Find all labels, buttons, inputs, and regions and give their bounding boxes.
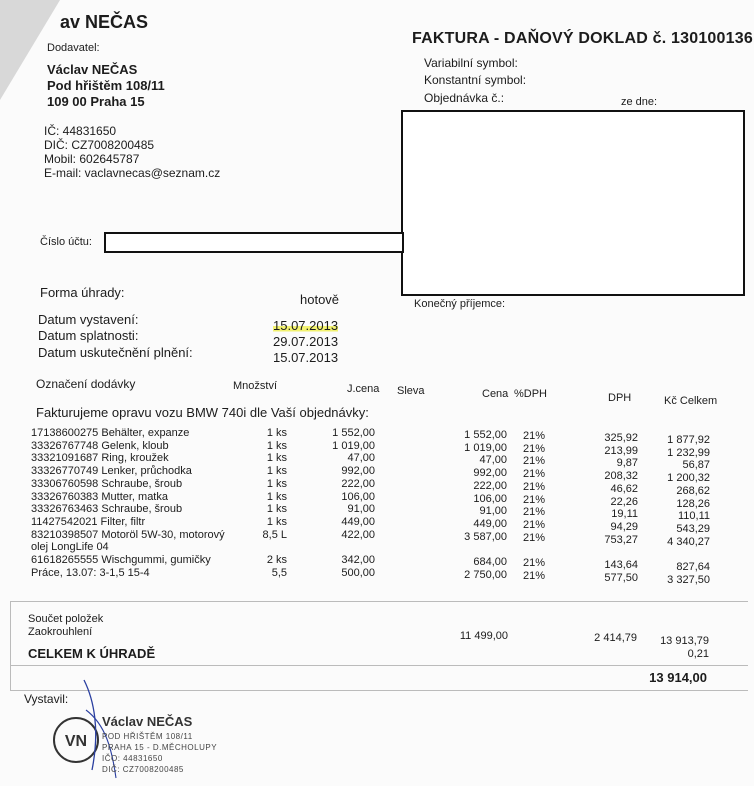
item-qty: 1 ks: [266, 477, 287, 490]
summary-left-line: [10, 601, 11, 691]
item-total: 56,87: [682, 459, 710, 472]
item-total: 110,11: [677, 510, 710, 523]
item-vat: 208,32: [604, 470, 638, 483]
item-price: 992,00: [473, 467, 507, 480]
supplier-name: Václav NEČAS: [47, 62, 138, 77]
stamp-name: Václav NEČAS: [102, 714, 193, 729]
item-unit: 1 552,00: [332, 427, 375, 439]
item-rate: 21%: [522, 480, 545, 493]
supplier-city: 109 00 Praha 15: [47, 94, 145, 109]
item-total: 1 877,92: [667, 434, 710, 446]
item-name: 33326770749 Lenker, průchodka: [31, 465, 192, 478]
summary-top-line: [10, 601, 748, 602]
item-total: 128,26: [676, 497, 710, 510]
order-label: Objednávka č.:: [424, 91, 505, 105]
summary-mid-line: [10, 665, 748, 666]
item-total: 3 327,50: [667, 573, 710, 586]
item-total: 268,62: [676, 484, 710, 497]
col-vat-rate: %DPH: [514, 388, 548, 400]
item-rate: 21%: [522, 518, 545, 531]
stamp-initials: VN: [64, 733, 88, 750]
due-date: 29.07.2013: [273, 334, 339, 349]
item-price: 3 587,00: [464, 530, 507, 543]
item-price: 2 750,00: [464, 568, 507, 581]
item-vat: 213,99: [604, 444, 638, 457]
item-price: 106,00: [473, 492, 507, 505]
item-unit: 500,00: [341, 566, 375, 579]
item-vat: 753,27: [604, 533, 638, 546]
item-qty: 1 ks: [266, 427, 287, 439]
issued-date: 15.07.2013: [273, 318, 339, 333]
taxable-date: 15.07.2013: [273, 350, 339, 365]
item-unit: 91,00: [347, 503, 375, 516]
item-total: 1 232,99: [667, 446, 710, 459]
item-price: 449,00: [473, 517, 507, 530]
item-unit: 47,00: [347, 452, 375, 465]
col-qty: Množství: [233, 380, 278, 392]
item-vat: 22,26: [610, 495, 638, 508]
rounding-label: Zaokrouhlení: [28, 626, 93, 638]
supplier-label: Dodavatel:: [47, 42, 100, 54]
due-label: Datum splatnosti:: [38, 328, 139, 343]
company-stamp: [46, 670, 226, 780]
item-qty: 1 ks: [266, 503, 287, 516]
item-unit: 449,00: [341, 515, 375, 528]
item-name: olej LongLife 04: [31, 541, 109, 554]
taxable-label: Datum uskutečnění plnění:: [38, 345, 193, 360]
item-rate: 21%: [522, 430, 545, 442]
item-unit: 422,00: [341, 528, 375, 541]
item-total: 1 200,32: [667, 472, 710, 485]
grand-total: 13 914,00: [649, 670, 707, 685]
account-label: Číslo účtu:: [40, 236, 92, 248]
order-date-label: ze dne:: [621, 96, 658, 108]
item-name: 33326767748 Gelenk, kloub: [31, 439, 169, 452]
item-qty: 1 ks: [266, 515, 287, 528]
item-rate: 21%: [522, 557, 545, 569]
item-qty: 1 ks: [266, 439, 287, 452]
item-qty: 1 ks: [266, 465, 287, 478]
item-unit: 342,00: [341, 554, 375, 566]
item-total: 827,64: [676, 561, 710, 573]
supplier-mobile: Mobil: 602645787: [44, 152, 140, 166]
item-qty: 5,5: [271, 566, 287, 579]
intro-text: Fakturujeme opravu vozu BMW 740i dle Vaší objednávky:: [36, 405, 369, 420]
item-vat: 9,87: [616, 457, 638, 470]
item-name: 61618265555 Wischgummi, gumičky: [31, 554, 211, 566]
item-price: 47,00: [479, 454, 507, 467]
customer-redacted-box: [401, 110, 745, 296]
item-total: 543,29: [676, 522, 710, 535]
item-name: Práce, 13.07: 3-1,5 15-4: [31, 566, 150, 579]
item-rate: 21%: [522, 442, 545, 455]
account-redacted-box: [104, 232, 404, 253]
stamp-line3: IČO: 44831650: [102, 754, 163, 763]
item-vat: 46,62: [610, 482, 638, 495]
col-total: Kč Celkem: [664, 395, 718, 407]
item-name: 33306760598 Schraube, šroub: [31, 477, 183, 490]
item-rate: 21%: [522, 455, 545, 468]
item-price: 1 019,00: [464, 441, 507, 454]
item-unit: 106,00: [341, 490, 375, 503]
total-label: CELKEM K ÚHRADĚ: [28, 646, 156, 661]
item-vat: 94,29: [610, 520, 638, 533]
item-unit: 1 019,00: [332, 439, 375, 452]
item-name: 33321091687 Ring, kroužek: [31, 452, 169, 465]
sum-total: 13 913,79: [660, 635, 709, 647]
item-price: 684,00: [473, 556, 507, 568]
supplier-header: av NEČAS: [60, 12, 149, 32]
stamp-line4: DIČ: CZ7008200485: [102, 765, 184, 774]
item-price: 222,00: [473, 479, 507, 492]
item-rate: 21%: [522, 569, 545, 582]
item-rate: 21%: [522, 506, 545, 519]
item-qty: 1 ks: [266, 452, 287, 465]
final-recipient-label: Konečný příjemce:: [414, 298, 506, 310]
col-discount: Sleva: [397, 385, 425, 397]
stamp-line1: POD HŘIŠTĚM 108/11: [102, 732, 193, 741]
stamp-line2: PRAHA 15 - D.MĚCHOLUPY: [102, 743, 218, 752]
item-vat: 143,64: [604, 559, 638, 571]
sum-vat: 2 414,79: [594, 632, 637, 644]
issued-by-label: Vystavil:: [24, 692, 69, 706]
item-vat: 19,11: [611, 508, 638, 521]
item-unit: 222,00: [341, 477, 375, 490]
item-price: 91,00: [479, 505, 507, 518]
supplier-email: E-mail: vaclavnecas@seznam.cz: [44, 166, 221, 180]
sum-price: 11 499,00: [459, 630, 508, 642]
payment-value: hotově: [300, 292, 340, 307]
item-qty: 1 ks: [266, 490, 287, 503]
invoice-title: FAKTURA - DAŇOVÝ DOKLAD č. 130100136: [412, 30, 753, 47]
item-unit: 992,00: [341, 465, 375, 478]
payment-label: Forma úhrady:: [40, 285, 125, 300]
item-rate: 21%: [522, 468, 545, 481]
item-total: 4 340,27: [667, 535, 710, 548]
col-unit-price: J.cena: [347, 383, 380, 395]
col-price: Cena: [482, 388, 509, 400]
col-item: Označení dodávky: [36, 377, 136, 391]
item-name: 11427542021 Filter, filtr: [31, 515, 146, 528]
sum-label: Součet položek: [28, 613, 104, 625]
item-qty: 8,5 L: [262, 528, 287, 541]
supplier-street: Pod hřištěm 108/11: [47, 78, 165, 93]
item-vat: 325,92: [604, 432, 638, 444]
variable-symbol-label: Variabilní symbol:: [424, 56, 518, 70]
item-name: 33326763463 Schraube, šroub: [31, 503, 183, 516]
supplier-dic: DIČ: CZ7008200485: [44, 138, 155, 152]
item-rate: 21%: [522, 493, 545, 506]
col-vat: DPH: [608, 392, 632, 404]
issued-label: Datum vystavení:: [38, 312, 139, 327]
constant-symbol-label: Konstantní symbol:: [424, 73, 527, 87]
supplier-ico: IČ: 44831650: [44, 124, 117, 138]
rounding-value: 0,21: [687, 648, 709, 660]
item-name: 17138600275 Behälter, expanze: [31, 427, 190, 439]
item-vat: 577,50: [604, 571, 638, 584]
item-rate: 21%: [522, 531, 545, 544]
item-name: 83210398507 Motoröl 5W-30, motorový: [31, 528, 225, 541]
item-name: 33326760383 Mutter, matka: [31, 490, 168, 503]
item-qty: 2 ks: [266, 554, 287, 566]
item-price: 1 552,00: [464, 429, 507, 441]
